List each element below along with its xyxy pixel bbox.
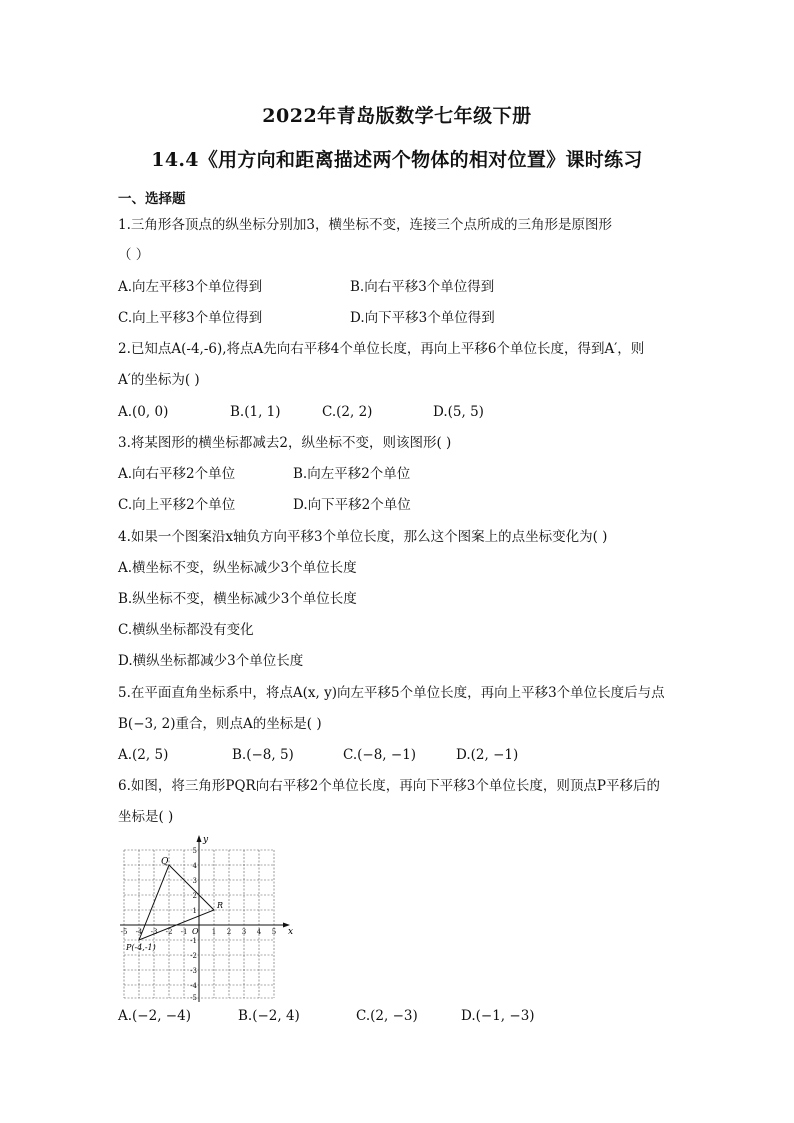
point-q-label: Q xyxy=(161,857,169,867)
question-2-stem: 2.已知点A(-4,-6),将点A先向右平移4个单位长度，再向上平移6个单位长度，得到A′，则 xyxy=(118,341,645,357)
origin-label: O xyxy=(192,927,199,936)
question-3-option-d: D.向下平移2个单位 xyxy=(293,497,411,513)
question-4-option-c: C.横纵坐标都没有变化 xyxy=(118,622,254,638)
y-tick-label: -1 xyxy=(190,937,197,945)
question-6-option-b: B.(−2, 4) xyxy=(238,1008,300,1024)
y-tick-label: 5 xyxy=(192,847,197,855)
question-2-stem-continued: A′的坐标为( ) xyxy=(118,372,200,388)
x-tick-label: -5 xyxy=(120,928,128,936)
question-2-option-c: C.(2, 2) xyxy=(322,404,373,420)
question-1-option-a: A.向左平移3个单位得到 xyxy=(118,279,263,295)
question-6-option-d: D.(−1, −3) xyxy=(461,1008,535,1024)
x-tick-label: 5 xyxy=(271,928,277,936)
y-axis-arrow xyxy=(197,835,202,842)
point-r-label: R xyxy=(217,901,224,910)
question-4-option-d: D.横纵坐标都减少3个单位长度 xyxy=(118,653,304,669)
x-tick-label: -4 xyxy=(135,928,143,936)
coordinate-grid-figure xyxy=(118,832,298,1004)
y-tick-label: 1 xyxy=(192,907,197,915)
y-axis-label: y xyxy=(203,835,209,845)
x-tick-label: 3 xyxy=(241,928,247,936)
question-3-option-c: C.向上平移2个单位 xyxy=(118,497,236,513)
question-3-option-a: A.向右平移2个单位 xyxy=(118,466,236,482)
x-tick-label: -2 xyxy=(165,928,173,936)
x-tick-label: 4 xyxy=(256,928,262,936)
question-4-option-a: A.横坐标不变，纵坐标减少3个单位长度 xyxy=(118,560,357,576)
x-tick-label: -3 xyxy=(150,928,158,936)
x-tick-label: 2 xyxy=(226,928,232,936)
point-p-label: P(-4,-1) xyxy=(126,943,156,952)
question-5-option-b: B.(−8, 5) xyxy=(232,747,294,763)
y-tick-label: 3 xyxy=(192,877,197,885)
question-5-stem: 5.在平面直角坐标系中，将点A(x, y)向左平移5个单位长度，再向上平移3个单位长度后与点 xyxy=(118,685,665,701)
x-axis-label: x xyxy=(288,927,294,937)
section-heading: 一、选择题 xyxy=(118,191,186,207)
x-tick-label: 1 xyxy=(211,928,217,936)
x-tick-label: -1 xyxy=(180,928,188,936)
y-tick-label: -3 xyxy=(190,967,197,975)
question-5-option-c: C.(−8, −1) xyxy=(343,747,417,763)
document-subtitle: 14.4《用方向和距离描述两个物体的相对位置》课时练习 xyxy=(151,149,643,171)
question-5-option-d: D.(2, −1) xyxy=(456,747,519,763)
question-2-option-d: D.(5, 5) xyxy=(433,404,484,420)
document-title: 2022年青岛版数学七年级下册 xyxy=(262,105,532,127)
question-6-option-a: A.(−2, −4) xyxy=(118,1008,191,1024)
y-tick-label: 2 xyxy=(192,892,197,900)
question-6-stem: 6.如图，将三角形PQR向右平移2个单位长度，再向下平移3个单位长度，则顶点P平移后的 xyxy=(118,778,660,794)
question-5-option-a: A.(2, 5) xyxy=(118,747,169,763)
y-tick-label: -2 xyxy=(190,952,197,960)
question-3-stem: 3.将某图形的横坐标都减去2，纵坐标不变，则该图形( ) xyxy=(118,435,452,451)
question-4-option-b: B.纵坐标不变，横坐标减少3个单位长度 xyxy=(118,591,357,607)
question-4-stem: 4.如果一个图案沿x轴负方向平移3个单位长度，那么这个图案上的点坐标变化为( ) xyxy=(118,529,608,545)
question-6-stem-continued: 坐标是( ) xyxy=(118,809,174,825)
y-tick-label: -4 xyxy=(190,982,197,990)
question-3-option-b: B.向左平移2个单位 xyxy=(293,466,411,482)
question-6-option-c: C.(2, −3) xyxy=(356,1008,418,1024)
question-1-blank: （ ） xyxy=(118,247,150,263)
question-1-option-c: C.向上平移3个单位得到 xyxy=(118,310,263,326)
question-1-option-b: B.向右平移3个单位得到 xyxy=(350,279,495,295)
y-tick-label: 4 xyxy=(192,862,197,870)
question-2-option-b: B.(1, 1) xyxy=(230,404,281,420)
question-5-stem-continued: B(−3, 2)重合，则点A的坐标是( ) xyxy=(118,716,322,732)
question-1-stem: 1.三角形各顶点的纵坐标分别加3，横坐标不变，连接三个点所成的三角形是原图形 xyxy=(118,217,612,233)
question-1-option-d: D.向下平移3个单位得到 xyxy=(350,310,495,326)
question-2-option-a: A.(0, 0) xyxy=(118,404,169,420)
y-tick-label: -5 xyxy=(190,994,197,1002)
